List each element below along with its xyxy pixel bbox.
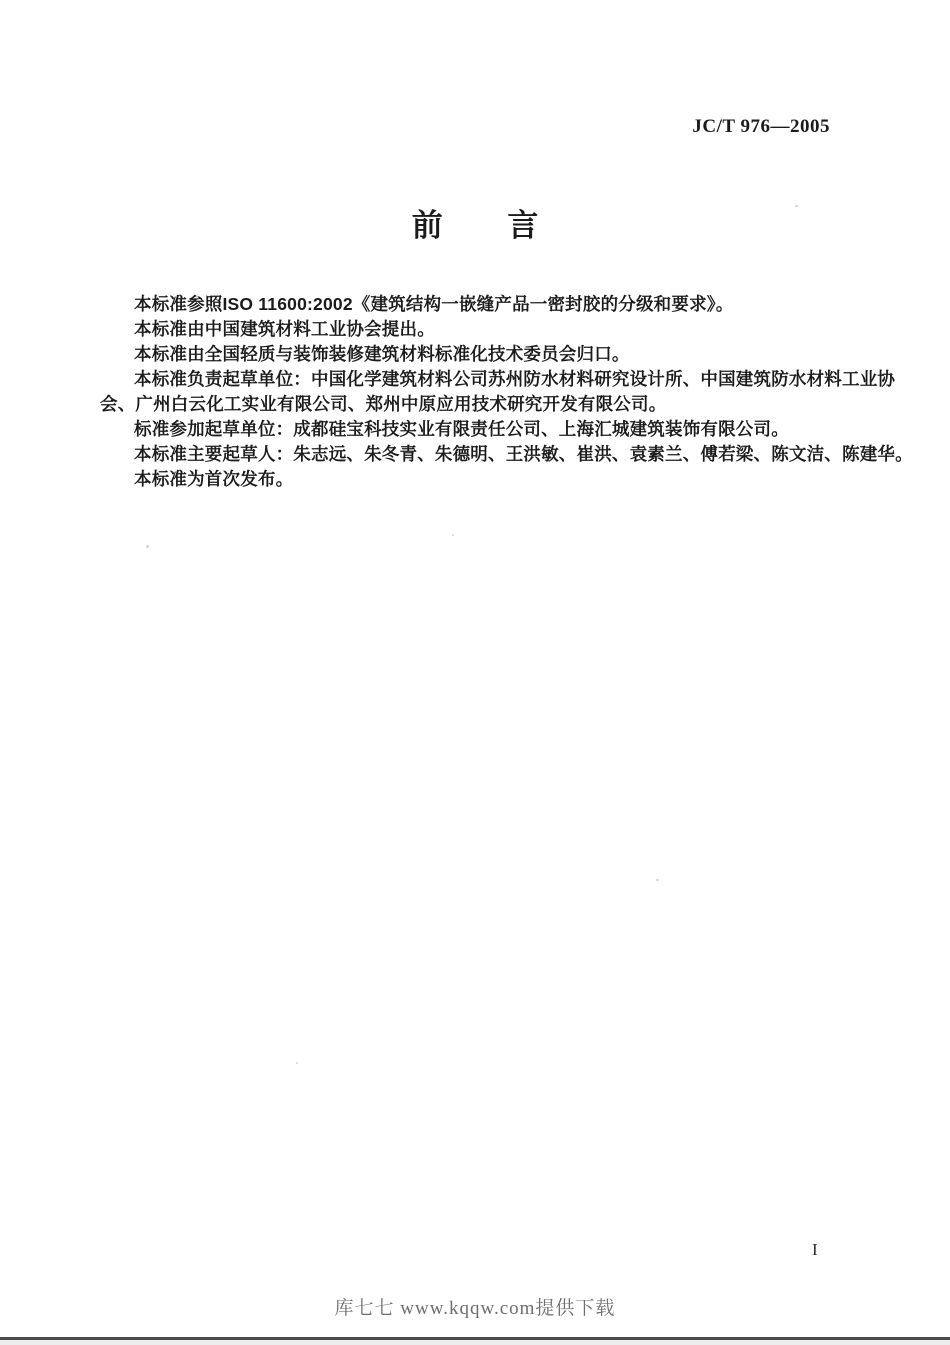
scan-noise-speck xyxy=(146,545,149,548)
body-line: 本标准由中国建筑材料工业协会提出。 xyxy=(134,319,435,339)
body-line: 标准参加起草单位：成都硅宝科技实业有限责任公司、上海汇城建筑装饰有限公司。 xyxy=(134,419,789,439)
scan-noise-speck xyxy=(656,879,659,881)
standard-number: JC/T 976—2005 xyxy=(692,116,830,137)
foreword-body xyxy=(100,292,913,492)
body-line: 本标准负责起草单位：中国化学建筑材料公司苏州防水材料研究设计所、中国建筑防水材料工业协 xyxy=(134,369,896,389)
title-char-yan: 言 xyxy=(507,208,539,243)
title-char-qian: 前 xyxy=(411,208,443,243)
body-line: 会、广州白云化工实业有限公司、郑州中原应用技术研究开发有限公司。 xyxy=(100,394,667,414)
page-number: I xyxy=(812,1240,818,1259)
body-line: 本标准主要起草人：朱志远、朱冬青、朱德明、王洪敏、崔洪、袁素兰、傅若梁、陈文洁、陈建华。 xyxy=(134,444,913,464)
scan-noise-speck xyxy=(296,1062,298,1064)
scan-noise-speck xyxy=(452,534,454,536)
body-line: 本标准为首次发布。 xyxy=(134,469,294,489)
bottom-strip xyxy=(0,1340,950,1345)
scan-noise-speck xyxy=(795,205,798,207)
body-line: 本标准由全国轻质与装饰装修建筑材料标准化技术委员会归口。 xyxy=(134,344,630,364)
body-line: 本标准参照ISO 11600:2002《建筑结构一嵌缝产品一密封胶的分级和要求》。 xyxy=(134,294,734,314)
watermark-text: 库七七 www.kqqw.com提供下载 xyxy=(334,1298,616,1319)
page-title xyxy=(0,200,950,245)
